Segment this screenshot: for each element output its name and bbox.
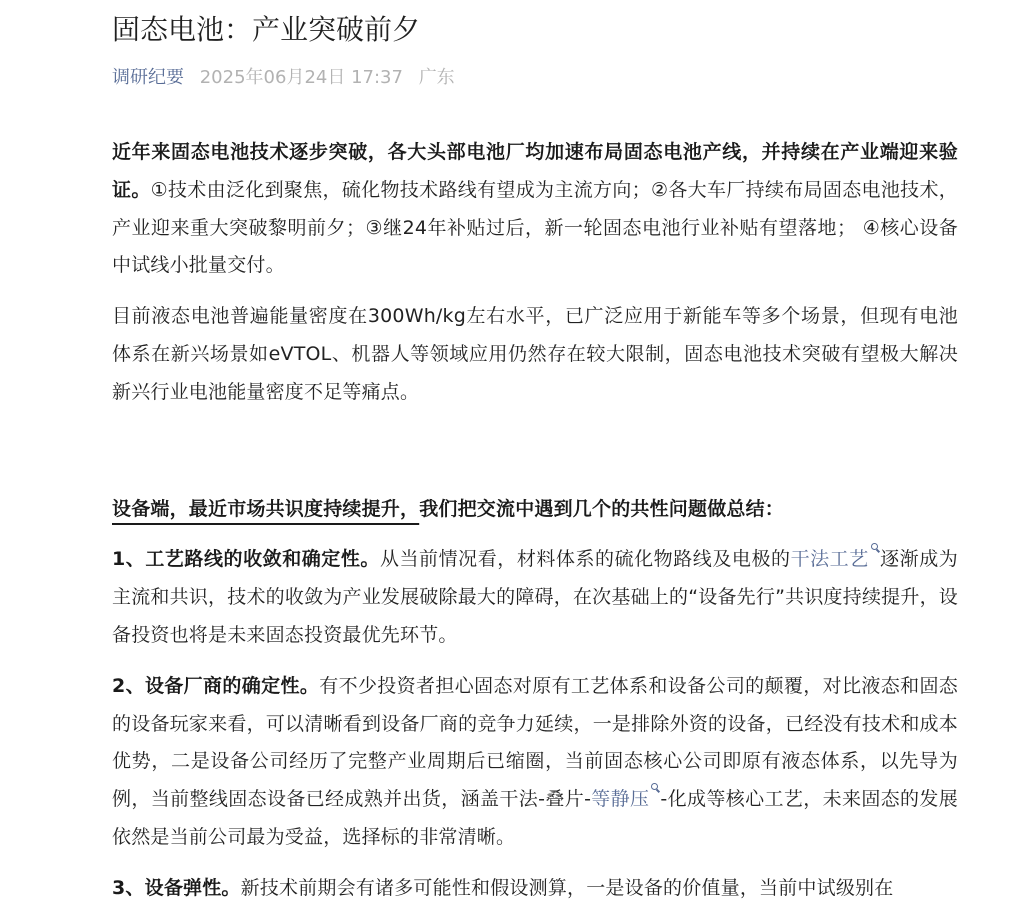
paragraph-point-3 (112, 870, 958, 903)
point-2-heading: 2、设备厂商的确定性。 (112, 674, 320, 697)
point-1-text-before: 从当前情况看，材料体系的硫化物路线及电极的 (379, 548, 791, 571)
point-3-text: 新技术前期会有诸多可能性和假设测算，一是设备的价值量，当前中试级别在 (240, 876, 894, 899)
paragraph-equipment-summary (112, 491, 958, 529)
article-title: 固态电池：产业突破前夕 (112, 13, 421, 46)
paragraph-intro (112, 134, 958, 285)
paragraph-point-1 (112, 541, 958, 654)
paragraph-point-2 (112, 668, 958, 857)
point-1-text-after: 逐渐成为主流和共识，技术的收敛为产业发展破除最大的障碍，在次基础上的“设备先行”共识度持续提升，设备投资也将是未来固态投资最优先环节。 (112, 548, 958, 646)
intro-text: ①技术由泛化到聚焦，硫化物技术路线有望成为主流方向；②各大车厂持续布局固态电池技术，产业迎来重大突破黎明前夕；③继24年补贴过后，新一轮固态电池行业补贴有望落地； ④核心设备中试线小批量交付。 (112, 178, 958, 277)
article-body (112, 134, 958, 903)
account-name-link[interactable]: 调研纪要 (112, 67, 184, 88)
energy-density-text: 目前液态电池普遍能量密度在300Wh/kg左右水平，已广泛应用于新能车等多个场景，但现有电池体系在新兴场景如eVTOL、机器人等领域应用仍然存在较大限制，固态电池技术突破有望极大解决新兴行业电池能量密度不足等痛点。 (112, 305, 958, 403)
publish-date: 2025年06月24日 17:37 (199, 67, 403, 88)
point-3-heading: 3、设备弹性。 (112, 876, 241, 899)
intro-bold-text: 近年来固态电池技术逐步突破，各大头部电池厂均加速布局固态电池产线，并持续在产业端迎来验证。 (112, 141, 958, 201)
isostatic-press-link[interactable]: 等静压 (591, 788, 650, 811)
point-2-text-after: -化成等核心工艺，未来固态的发展依然是当前公司最为受益，选择标的非常清晰。 (112, 788, 958, 848)
point-2-text-before: 有不少投资者担心固态对原有工艺体系和设备公司的颠覆，对比液态和固态的设备玩家来看，可以清晰看到设备厂商的竞争力延续，一是排除外资的设备，已经没有技术和成本优势，二是设备公司经历了完整产业周期后已缩圈，当前固态核心公司即原有液态体系，以先导为例，当前整线固态设备已经成熟并出货，涵盖干法-叠片- (112, 674, 958, 811)
dry-process-link[interactable]: 干法工艺 (790, 548, 869, 571)
article (112, 0, 958, 903)
paragraph-energy-density (112, 298, 958, 411)
article-meta (112, 64, 455, 92)
equipment-heading: 我们把交流中遇到几个的共性问题做总结： (419, 497, 785, 520)
search-icon[interactable] (870, 541, 880, 557)
publish-location: 广东 (418, 67, 455, 88)
equipment-underlined-heading: 设备端，最近市场共识度持续提升， (112, 497, 420, 520)
search-icon[interactable] (650, 781, 660, 797)
point-1-heading: 1、工艺路线的收敛和确定性。 (112, 548, 380, 571)
